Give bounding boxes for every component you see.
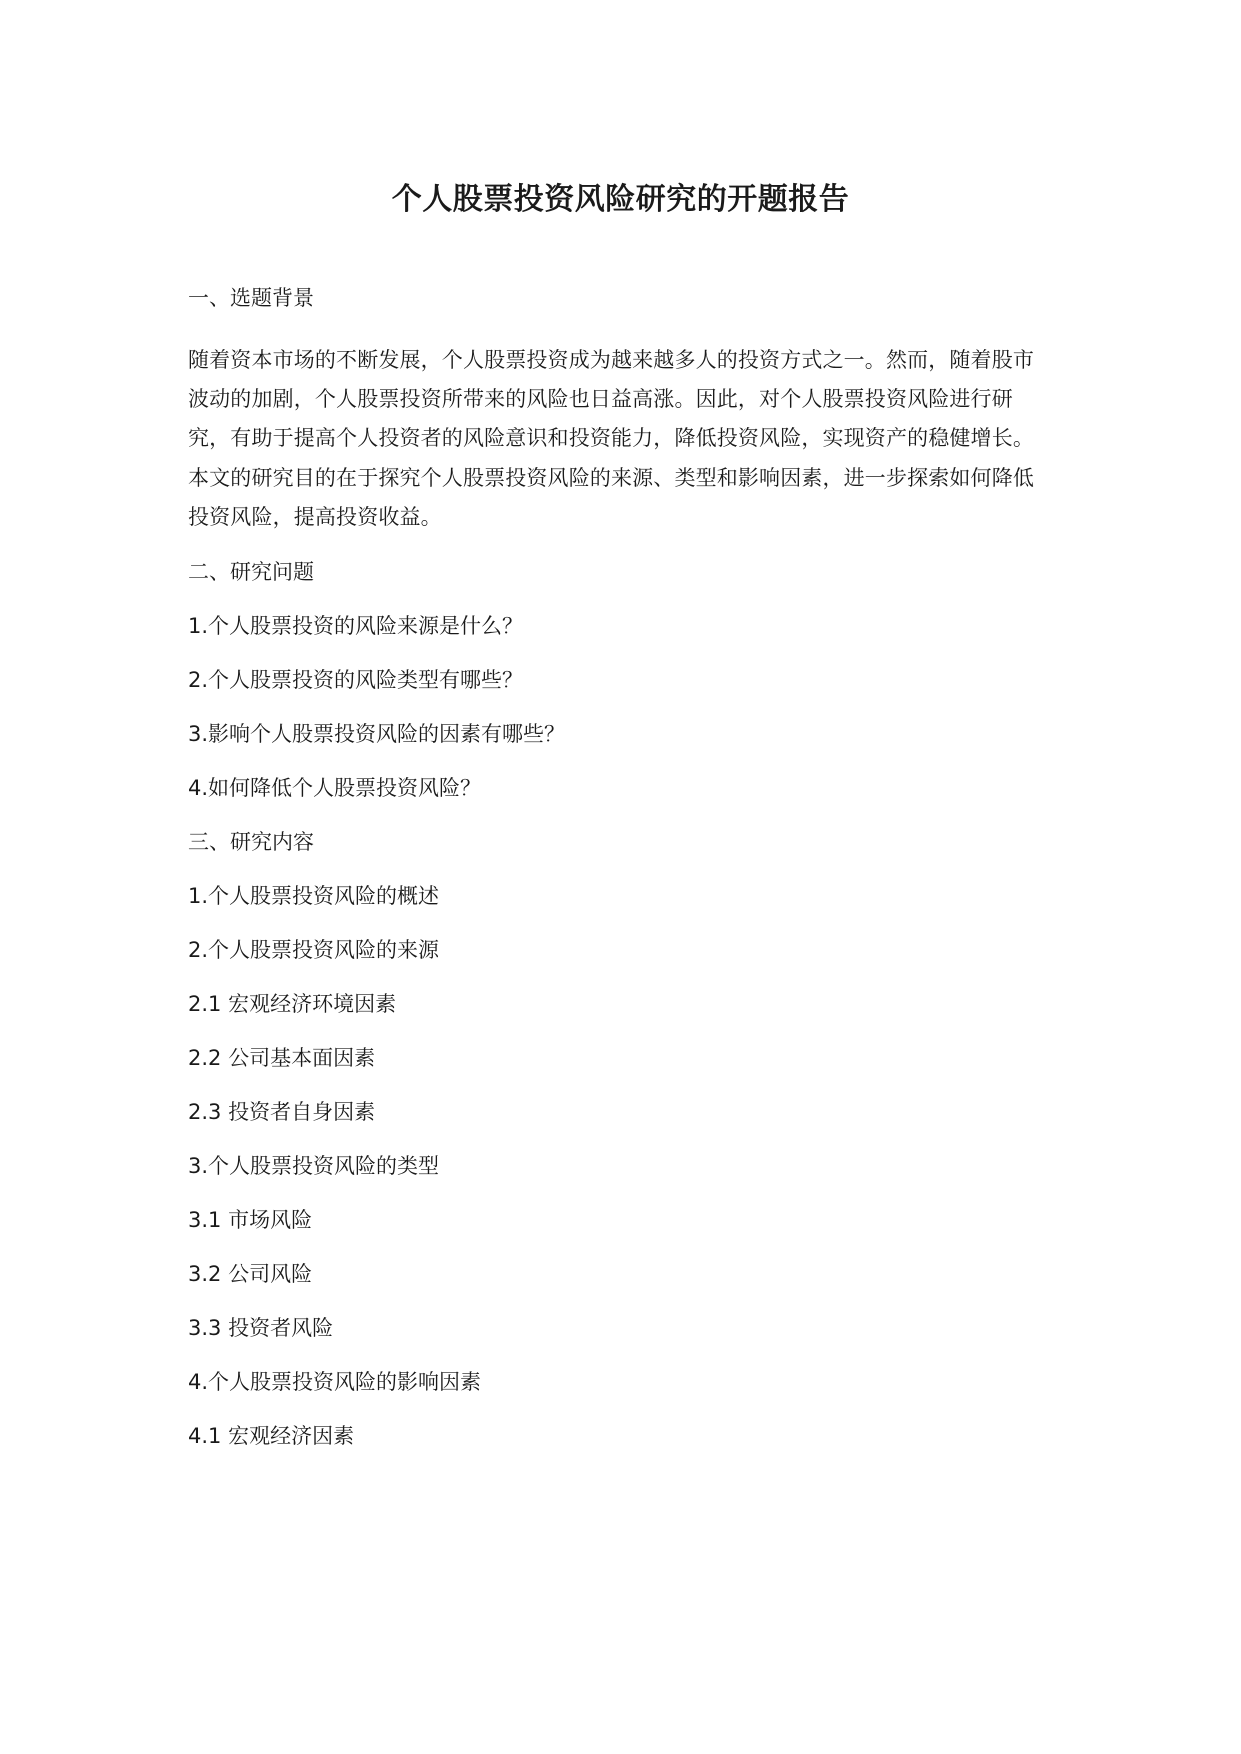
section-heading-questions: 二、研究问题 — [188, 560, 314, 585]
background-paragraph: 随着资本市场的不断发展，个人股票投资成为越来越多人的投资方式之一。然而，随着股市波动的加剧，个人股票投资所带来的风险也日益高涨。因此，对个人股票投资风险进行研究，有助于提高个人投资者的风险意识和投资能力，降低投资风险，实现资产的稳健增长。本文的研究目的在于探究个人股票投资风险的来源、类型和影响因素，进一步探索如何降低投资风险，提高投资收益。 — [188, 348, 1034, 529]
question-item-1: 1.个人股票投资的风险来源是什么？ — [188, 614, 524, 639]
document-title: 个人股票投资风险研究的开题报告 — [391, 182, 850, 217]
question-item-2: 2.个人股票投资的风险类型有哪些？ — [188, 668, 524, 693]
content-item-3-2: 3.2 公司风险 — [188, 1262, 313, 1287]
content-item-3-3: 3.3 投资者风险 — [188, 1316, 334, 1341]
document-body — [188, 283, 1050, 1451]
question-item-4: 4.如何降低个人股票投资风险？ — [188, 776, 482, 801]
question-item-3: 3.影响个人股票投资风险的因素有哪些？ — [188, 722, 566, 747]
section-heading-content: 三、研究内容 — [188, 830, 314, 855]
content-item-2: 2.个人股票投资风险的来源 — [188, 938, 440, 963]
content-item-2-1: 2.1 宏观经济环境因素 — [188, 992, 397, 1017]
content-item-1: 1.个人股票投资风险的概述 — [188, 884, 440, 909]
content-item-2-3: 2.3 投资者自身因素 — [188, 1100, 376, 1125]
section-heading-background: 一、选题背景 — [188, 286, 314, 310]
content-item-4: 4.个人股票投资风险的影响因素 — [188, 1370, 482, 1395]
content-item-4-1: 4.1 宏观经济因素 — [188, 1424, 355, 1449]
content-item-2-2: 2.2 公司基本面因素 — [188, 1046, 376, 1071]
content-item-3: 3.个人股票投资风险的类型 — [188, 1154, 440, 1179]
content-item-3-1: 3.1 市场风险 — [188, 1208, 313, 1233]
